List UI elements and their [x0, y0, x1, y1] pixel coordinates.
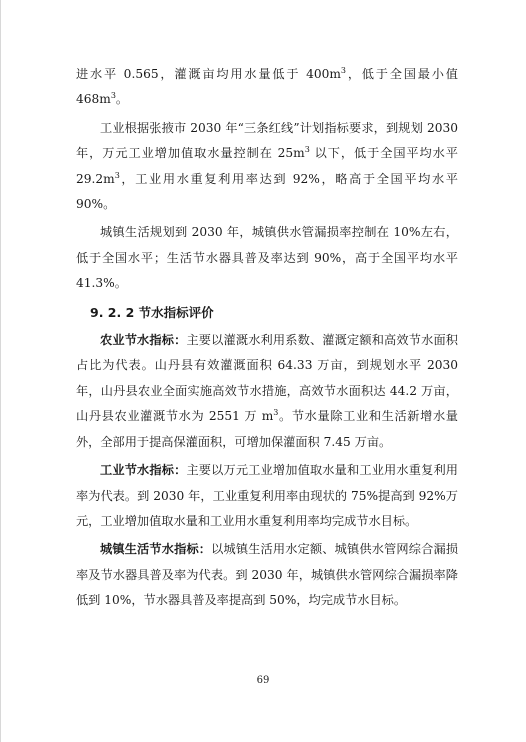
- text-run: 。节水量除工业和生活新增水量外，全部用于提高保灌面积，可增加保灌面积 7.45 万亩。: [76, 409, 458, 449]
- indicator-label: 城镇生活节水指标：: [100, 542, 212, 557]
- text-run: ，低于全国最小值 468m: [76, 67, 458, 107]
- text-run: 工业根据张掖市 2030 年“三条红线”计划指标要求，到规划 2030 年，万元工业增加值取水量控制在 25m: [76, 120, 458, 161]
- superscript: 3: [110, 91, 116, 101]
- superscript: 3: [273, 408, 279, 418]
- text-run: 主要以灌溉水利用系数、灌溉定额和高效节水面积占比为代表。山丹县有效灌溉面积 64.33 万亩，到规划水平 2030 年，山丹县农业全面实施高效节水措施，高效节水面积达 44.2 万亩，山丹县农业灌溉节水为 2551 万 m: [76, 333, 458, 424]
- text-run: 主要以万元工业增加值取水量和工业用水重复利用率为代表。到 2030 年，工业重复利用率由现状的 75%提高到 92%万元，工业增加值取水量和工业用水重复利用率均完成节水目标。: [76, 463, 458, 528]
- superscript: 3: [340, 65, 346, 75]
- indicator-label: 农业节水指标：: [100, 333, 187, 348]
- paragraph-urban-living: 城镇生活规划到 2030 年，城镇供水管漏损率控制在 10%左右，低于全国水平；生活节水器具普及率达到 90%，高于全国平均水平 41.3%。: [76, 225, 458, 291]
- text-run: 以下，低于全国平均水平 29.2m: [76, 146, 458, 186]
- indicator-label: 工业节水指标：: [100, 463, 187, 478]
- paragraph-irrigation-continued: [76, 62, 458, 113]
- text-run: 。: [115, 92, 129, 107]
- paragraph-agriculture-indicator: [76, 328, 458, 455]
- paragraph-industry-indicator: [76, 458, 458, 534]
- superscript: 3: [114, 170, 120, 180]
- paragraph-industry: [76, 116, 458, 218]
- section-heading: 9. 2. 2 节水指标评价: [90, 304, 214, 320]
- text-run: 以城镇生活用水定额、城镇供水管网综合漏损率及节水器具普及率为代表。到 2030 年，城镇供水管网综合漏损率降低到 10%，节水器具普及率提高到 50%，均完成节水目标。: [76, 542, 459, 608]
- page-number: 69: [256, 675, 270, 686]
- paragraph-urban-indicator: [76, 537, 458, 613]
- superscript: 3: [304, 145, 310, 155]
- page-edge: [0, 0, 1, 742]
- text-run: 进水平 0.565，灌溉亩均用水量低于 400m: [76, 67, 341, 81]
- document-body: [76, 62, 458, 617]
- text-run: ，工业用水重复利用率达到 92%，略高于全国平均水平 90%。: [76, 171, 458, 212]
